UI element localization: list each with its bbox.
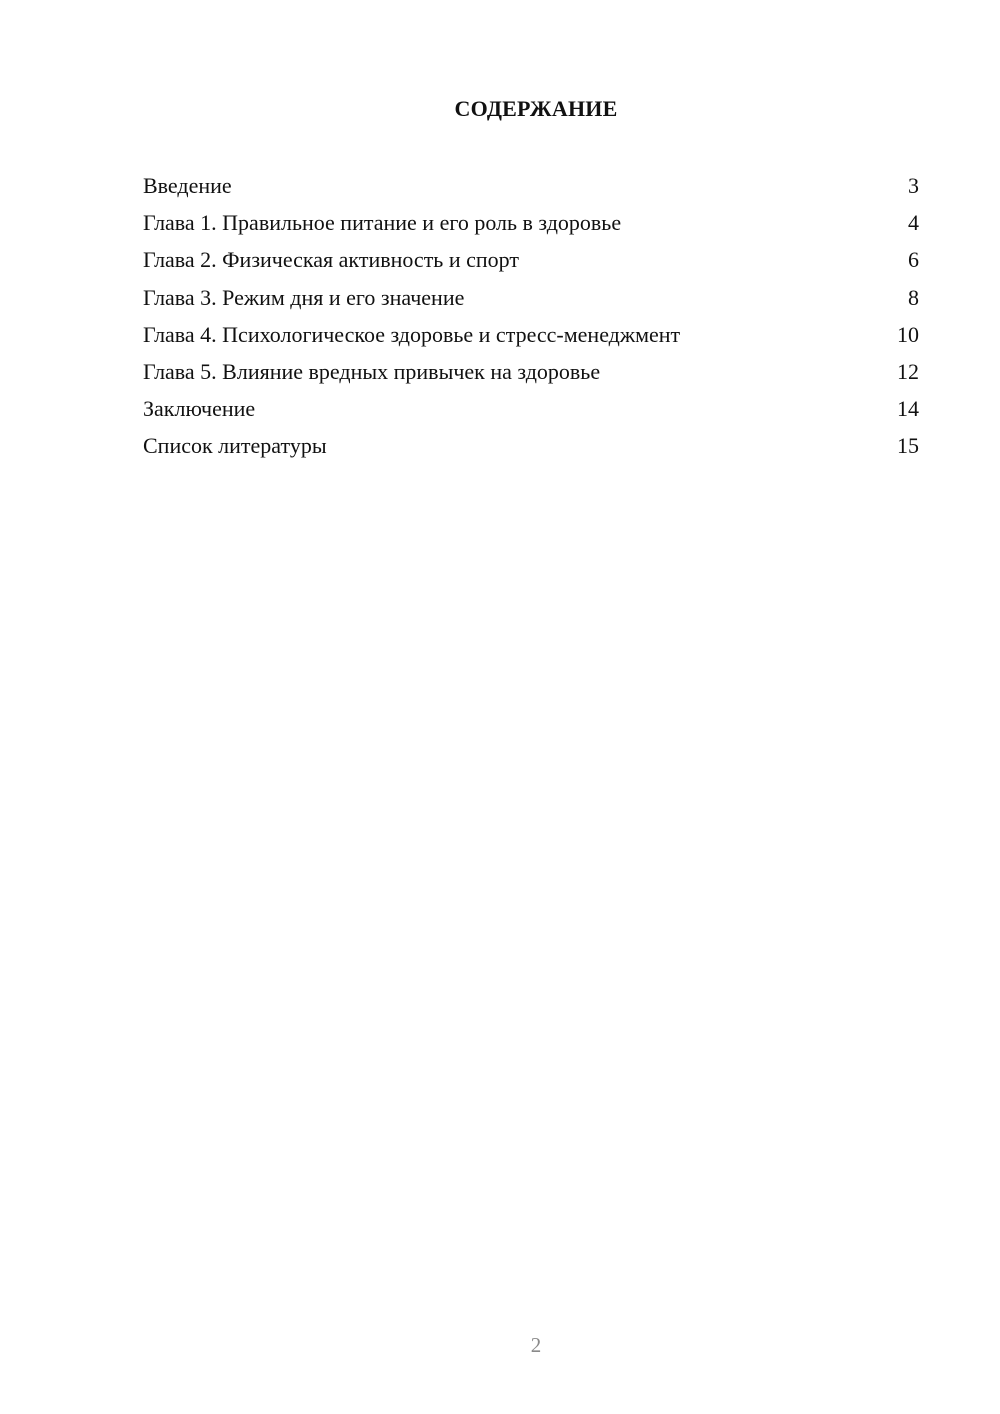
toc-entry-label: Глава 2. Физическая активность и спорт [143,247,519,273]
toc-entry-page: 15 [897,433,919,459]
toc-entry-chapter-2 [143,241,919,278]
toc-entry-label: Список литературы [143,433,327,459]
toc-entry-page: 3 [908,173,919,198]
toc-entry-page: 8 [908,284,919,310]
toc-entry-chapter-5 [143,353,919,390]
toc-entry-label: Глава 5. Влияние вредных привычек на здоровье [143,358,601,384]
toc-entry-label: Введение [143,173,232,198]
toc-entry-label: Заключение [143,396,256,422]
toc-entry-page: 12 [897,358,919,384]
toc-entry-chapter-1 [143,204,919,241]
toc-entry-page: 14 [897,396,919,422]
toc-entry-label: Глава 3. Режим дня и его значение [143,284,465,310]
toc-entry-page: 10 [897,321,919,347]
page-title: СОДЕРЖАНИЕ [454,96,618,121]
table-of-contents [143,167,919,465]
toc-entry-label: Глава 1. Правильное питание и его роль в здоровье [143,210,622,236]
toc-entry-label: Глава 4. Психологическое здоровье и стресс-менеджмент [143,321,681,347]
toc-entry-page: 6 [908,247,919,273]
toc-entry-introduction [143,167,919,204]
toc-entry-page: 4 [908,210,919,236]
toc-entry-chapter-4 [143,316,919,353]
page-number: 2 [530,1333,542,1357]
toc-entry-conclusion [143,390,919,427]
toc-entry-references [143,427,919,464]
toc-entry-chapter-3 [143,279,919,316]
